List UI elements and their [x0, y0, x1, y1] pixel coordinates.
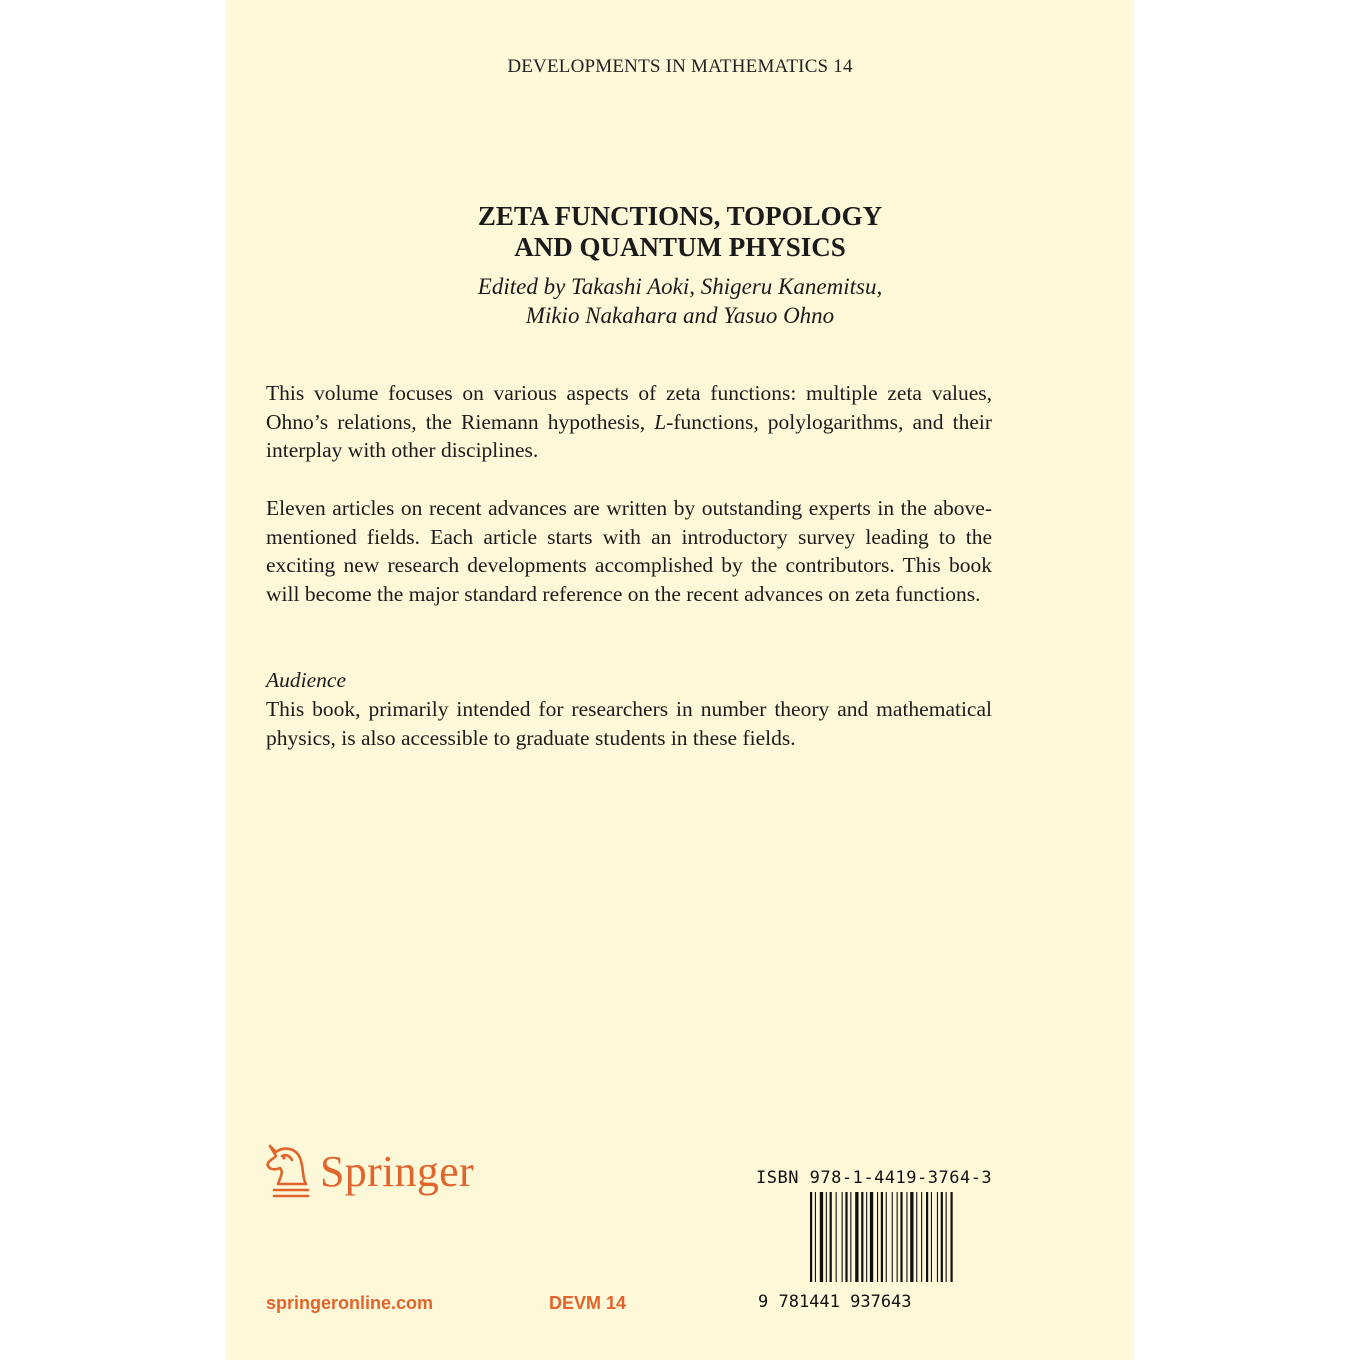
title-line-2: AND QUANTUM PHYSICS — [514, 232, 846, 262]
audience-paragraph: This book, primarily intended for researchers in number theory and mathematical physics, is also accessible to graduate students in these fields. — [266, 697, 992, 750]
publisher-url: springeronline.com — [266, 1293, 434, 1313]
series-title: DEVELOPMENTS IN MATHEMATICS 14 — [507, 56, 853, 77]
book-title — [226, 201, 1134, 263]
editors-line-1: Edited by Takashi Aoki, Shigeru Kanemitsu, — [477, 274, 883, 299]
editors — [226, 272, 1134, 330]
title-line-1: ZETA FUNCTIONS, TOPOLOGY — [477, 201, 883, 231]
series-code: DEVM 14 — [549, 1293, 627, 1313]
p1-italic-l: L — [654, 409, 667, 434]
springer-wordmark: Springer — [320, 1147, 474, 1196]
description-paragraph-1 — [266, 379, 992, 465]
isbn-label: ISBN 978-1-4419-3764-3 — [756, 1168, 993, 1188]
book-back-cover — [226, 0, 1134, 1360]
description-paragraph-2: Eleven articles on recent advances are written by outstanding experts in the above-mentioned fields. Each article starts with an introductory survey leading to the exciting new research developments accomplished by the contributors. This book will become the major standard reference on the recent advances on zeta functions. — [266, 496, 992, 606]
editors-line-2: Mikio Nakahara and Yasuo Ohno — [525, 303, 835, 328]
barcode-digits: 9 781441 937643 — [758, 1292, 912, 1312]
p1-text-b: -functions, polylogarithms, and their interplay with other disciplines. — [266, 409, 992, 463]
barcode — [810, 1192, 962, 1282]
audience-heading: Audience — [266, 668, 346, 692]
p1-text-a: This volume focuses on various aspects of zeta functions: multiple zeta values, Ohno’s relations, the Riemann hypothesis, — [266, 381, 992, 434]
